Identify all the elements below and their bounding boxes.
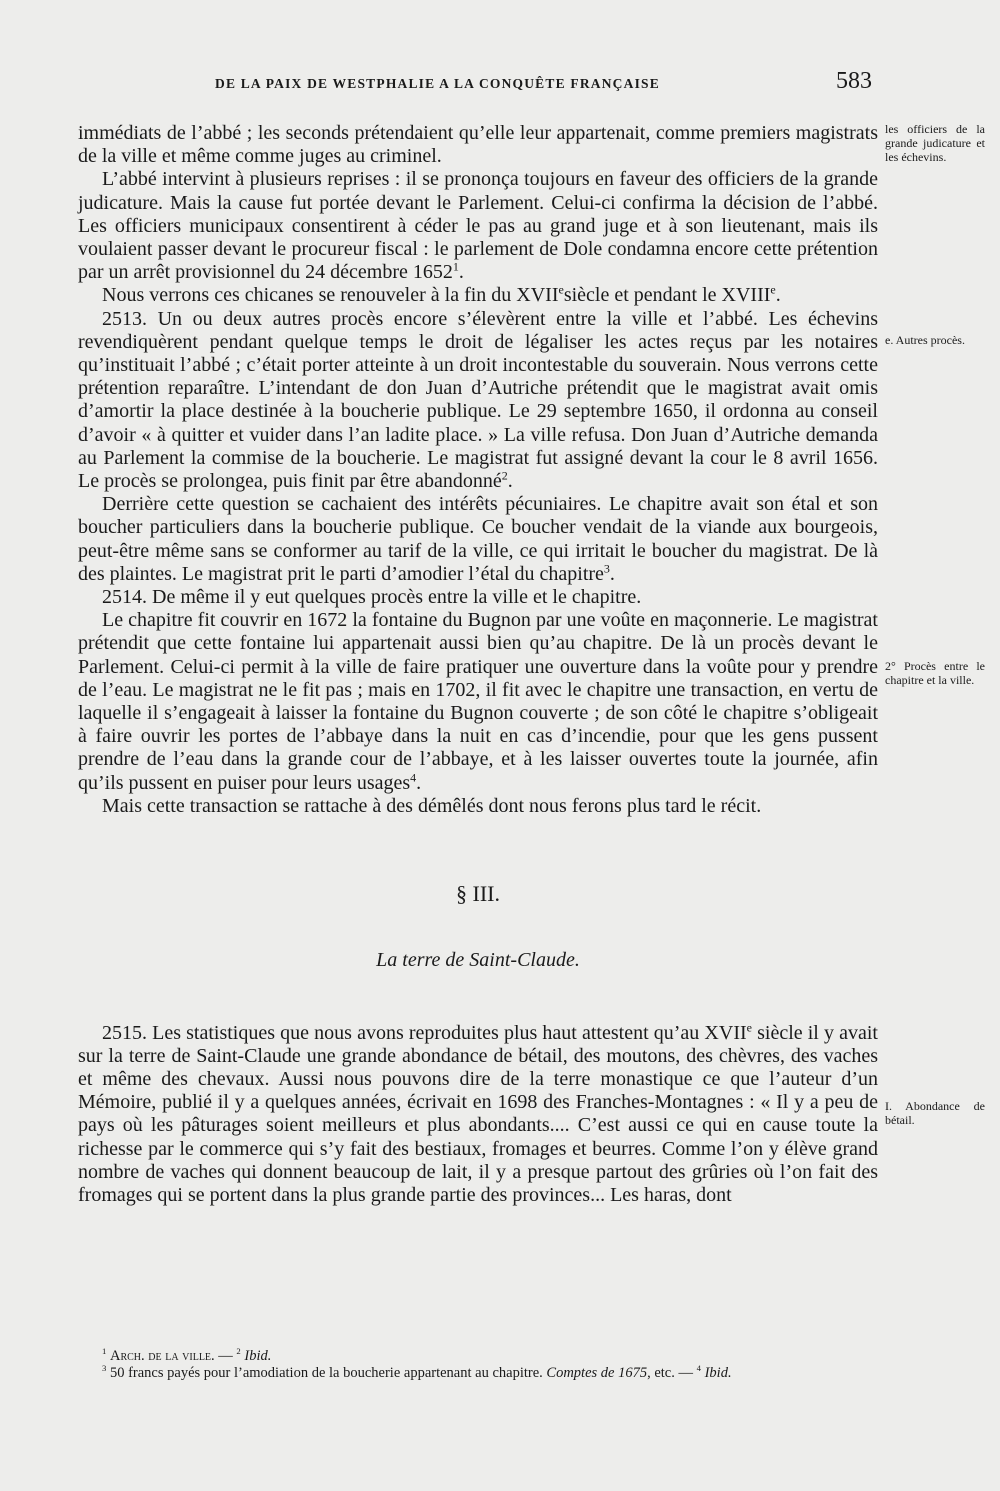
footnote-3-continuation: , etc. — [647, 1364, 697, 1381]
paragraph-1-text: immédiats de l’abbé ; les seconds prétendaient qu’elle leur appartenait, comme premiers magistrats de la ville et même comme juges au criminel. [78, 122, 878, 168]
paragraph-2513-text: 2513. Un ou deux autres procès encore s’élevèrent entre la ville et l’abbé. Les échevins revendiquèrent pendant quelque temps le droit de légaliser les actes reçus par les notaires qu’instituait l’abbé ; c’était porter atteinte à un droit incontestable du souverain. Nous verrons cette prétention reparaître. L’intendant de don Juan d’Autriche prétendit que le magistrat avait omis d’amortir la place destinée à la boucherie publique. Le 29 septembre 1650, il ordonna au conseil d’avoir « à quitter et vuider dans l’an ladite place. » La ville refusa. Don Juan d’Autriche demanda au Parlement la commise de la boucherie. Le magistrat fut assigné devant la cour le 8 avril 1656. Le procès se prolongea, puis finit par être abandonné [78, 307, 878, 493]
paragraph-3-end: . [775, 284, 781, 307]
footnote-3-number: 3 [102, 1362, 107, 1373]
superscript-e-3: e [746, 1019, 752, 1034]
paragraph-3-text-b: siècle et pendant le XVIII [563, 284, 771, 307]
footnote-1-2 [78, 1348, 878, 1365]
paragraph-8 [78, 795, 878, 818]
paragraph-7-text: Le chapitre fit couvrir en 1672 la fontaine du Bugnon par une voûte en maçonnerie. Le magistrat prétendit que cette fontaine lui appartenait aussi bien qu’au chapitre. De là un procès devant le Parlement. Celui-ci permit à la ville de faire pratiquer une ouverture dans la voûte pour y prendre de l’eau. Le magistrat ne le fit pas ; mais en 1702, il fit avec le chapitre une transaction, en vertu de laquelle il s’engageait à laisser la fontaine du Bugnon couverte ; de son côté le chapitre s’obligeait à faire ouvrir les portes de l’abbaye dans la nuit en cas d’incendie, pour que les gens pussent prendre de l’eau dans la grande cour de l’abbaye, et à les laisser ouvertes toute la journée, afin qu’ils pussent en puiser pour leurs usages [78, 609, 878, 794]
paragraph-2513-end: . [507, 470, 513, 493]
footnote-ref-1: 1 [452, 259, 459, 274]
paragraph-2515 [78, 1019, 878, 1208]
footnote-1-text: Arch. de la ville. [109, 1348, 215, 1364]
paragraph-2-end: . [458, 261, 464, 284]
footnote-2-text: Ibid. [244, 1348, 272, 1364]
running-title: DE LA PAIX DE WESTPHALIE A LA CONQUÊTE FRANÇAISE [215, 76, 660, 91]
page-number: 583 [836, 68, 872, 94]
footnote-1-number: 1 [102, 1346, 107, 1357]
sidenote-proces-chapitre: 2° Procès entre le chapitre et la ville. [885, 659, 985, 687]
paragraph-3-text-a: Nous verrons ces chicanes se renouveler à la fin du XVII [102, 284, 559, 307]
superscript-e-1: e [558, 282, 564, 297]
paragraph-5-end: . [609, 562, 615, 585]
footnote-ref-2: 2 [501, 468, 508, 483]
footnote-ref-4: 4 [410, 770, 417, 785]
footnote-3-source: Comptes de 1675 [546, 1364, 648, 1381]
footnote-ref-3: 3 [603, 561, 610, 576]
section-title: § III. [456, 881, 500, 907]
footnote-2-number: 2 [236, 1346, 241, 1357]
running-header [0, 70, 1000, 100]
footnote-separator: — [214, 1348, 237, 1364]
paragraph-2513 [78, 308, 878, 494]
sidenote-officiers: les officiers de la grande judicature et les échevins. [885, 122, 985, 164]
sidenote-autres-proces: e. Autres procès. [885, 333, 965, 347]
footnote-3-text: 50 francs payés pour l’amodiation de la boucherie appartenant au chapitre. [109, 1364, 543, 1381]
paragraph-2515-text-b: siècle il y avait sur la terre de Saint-Claude une grande abondance de bétail, des moutons, des chèvres, des vaches et même des chevaux. Aussi nous pouvons dire de la terre monastique ce que l’auteur d’un Mémoire, publié il y a quelques années, écrivait en 1698 des Franches-Montagnes : « Il y a peu de pays où les pâturages soient meilleurs et plus abondants.... C’est aussi ce qui en cause toute la richesse par le commerce qui s’y fait des bestiaux, fromages et beurres. Comme l’on y élève grand nombre de vaches qui donnent beaucoup de lait, il y a presque partout des grûries où l’on fait des fromages qui se portent dans la plus grande partie des provinces... Les haras, dont [78, 1021, 878, 1206]
sidenote-abondance: I. Abondance de bétail. [885, 1099, 985, 1127]
paragraph-1 [78, 122, 878, 168]
footnote-3-4 [78, 1362, 878, 1382]
paragraph-3 [78, 284, 878, 307]
paragraph-2514-text: 2514. De même il y eut quelques procès entre la ville et le chapitre. [102, 586, 642, 609]
footnote-4-number: 4 [696, 1362, 701, 1373]
footnote-4-text: Ibid. [704, 1364, 732, 1381]
paragraph-8-text: Mais cette transaction se rattache à des démêlés dont nous ferons plus tard le récit. [102, 794, 762, 817]
footnotes [78, 1348, 878, 1381]
section-subtitle: La terre de Saint-Claude. [376, 949, 580, 972]
paragraph-7 [78, 609, 878, 795]
paragraph-2514 [78, 586, 878, 609]
paragraph-5 [78, 493, 878, 586]
paragraph-2-text: L’abbé intervint à plusieurs reprises : il se prononça toujours en faveur des officiers de la grande judicature. Mais la cause fut portée devant le Parlement. Celui-ci confirma la décision de l’abbé. Les officiers municipaux consentirent à céder le pas au grand juge et à son lieutenant, mais ils voulaient passer devant le procureur fiscal : le parlement de Dole condamna encore cette prétention par un arrêt provisionnel du 24 décembre 1652 [78, 168, 878, 284]
superscript-e-2: e [770, 282, 776, 297]
paragraph-2 [78, 168, 878, 284]
paragraph-5-text: Derrière cette question se cachaient des intérêts pécuniaires. Le chapitre avait son étal et son boucher particuliers dans la boucherie publique. Ce boucher vendait de la viande aux bourgeois, peut-être même sans se conformer au tarif de la ville, ce qui irritait le boucher du magistrat. De là des plaintes. Le magistrat prit le parti d’amodier l’étal du chapitre [78, 493, 878, 585]
paragraph-7-end: . [416, 771, 422, 794]
main-text [78, 122, 878, 1207]
paragraph-2515-text-a: 2515. Les statistiques que nous avons reproduites plus haut attestent qu’au XVII [102, 1021, 747, 1044]
